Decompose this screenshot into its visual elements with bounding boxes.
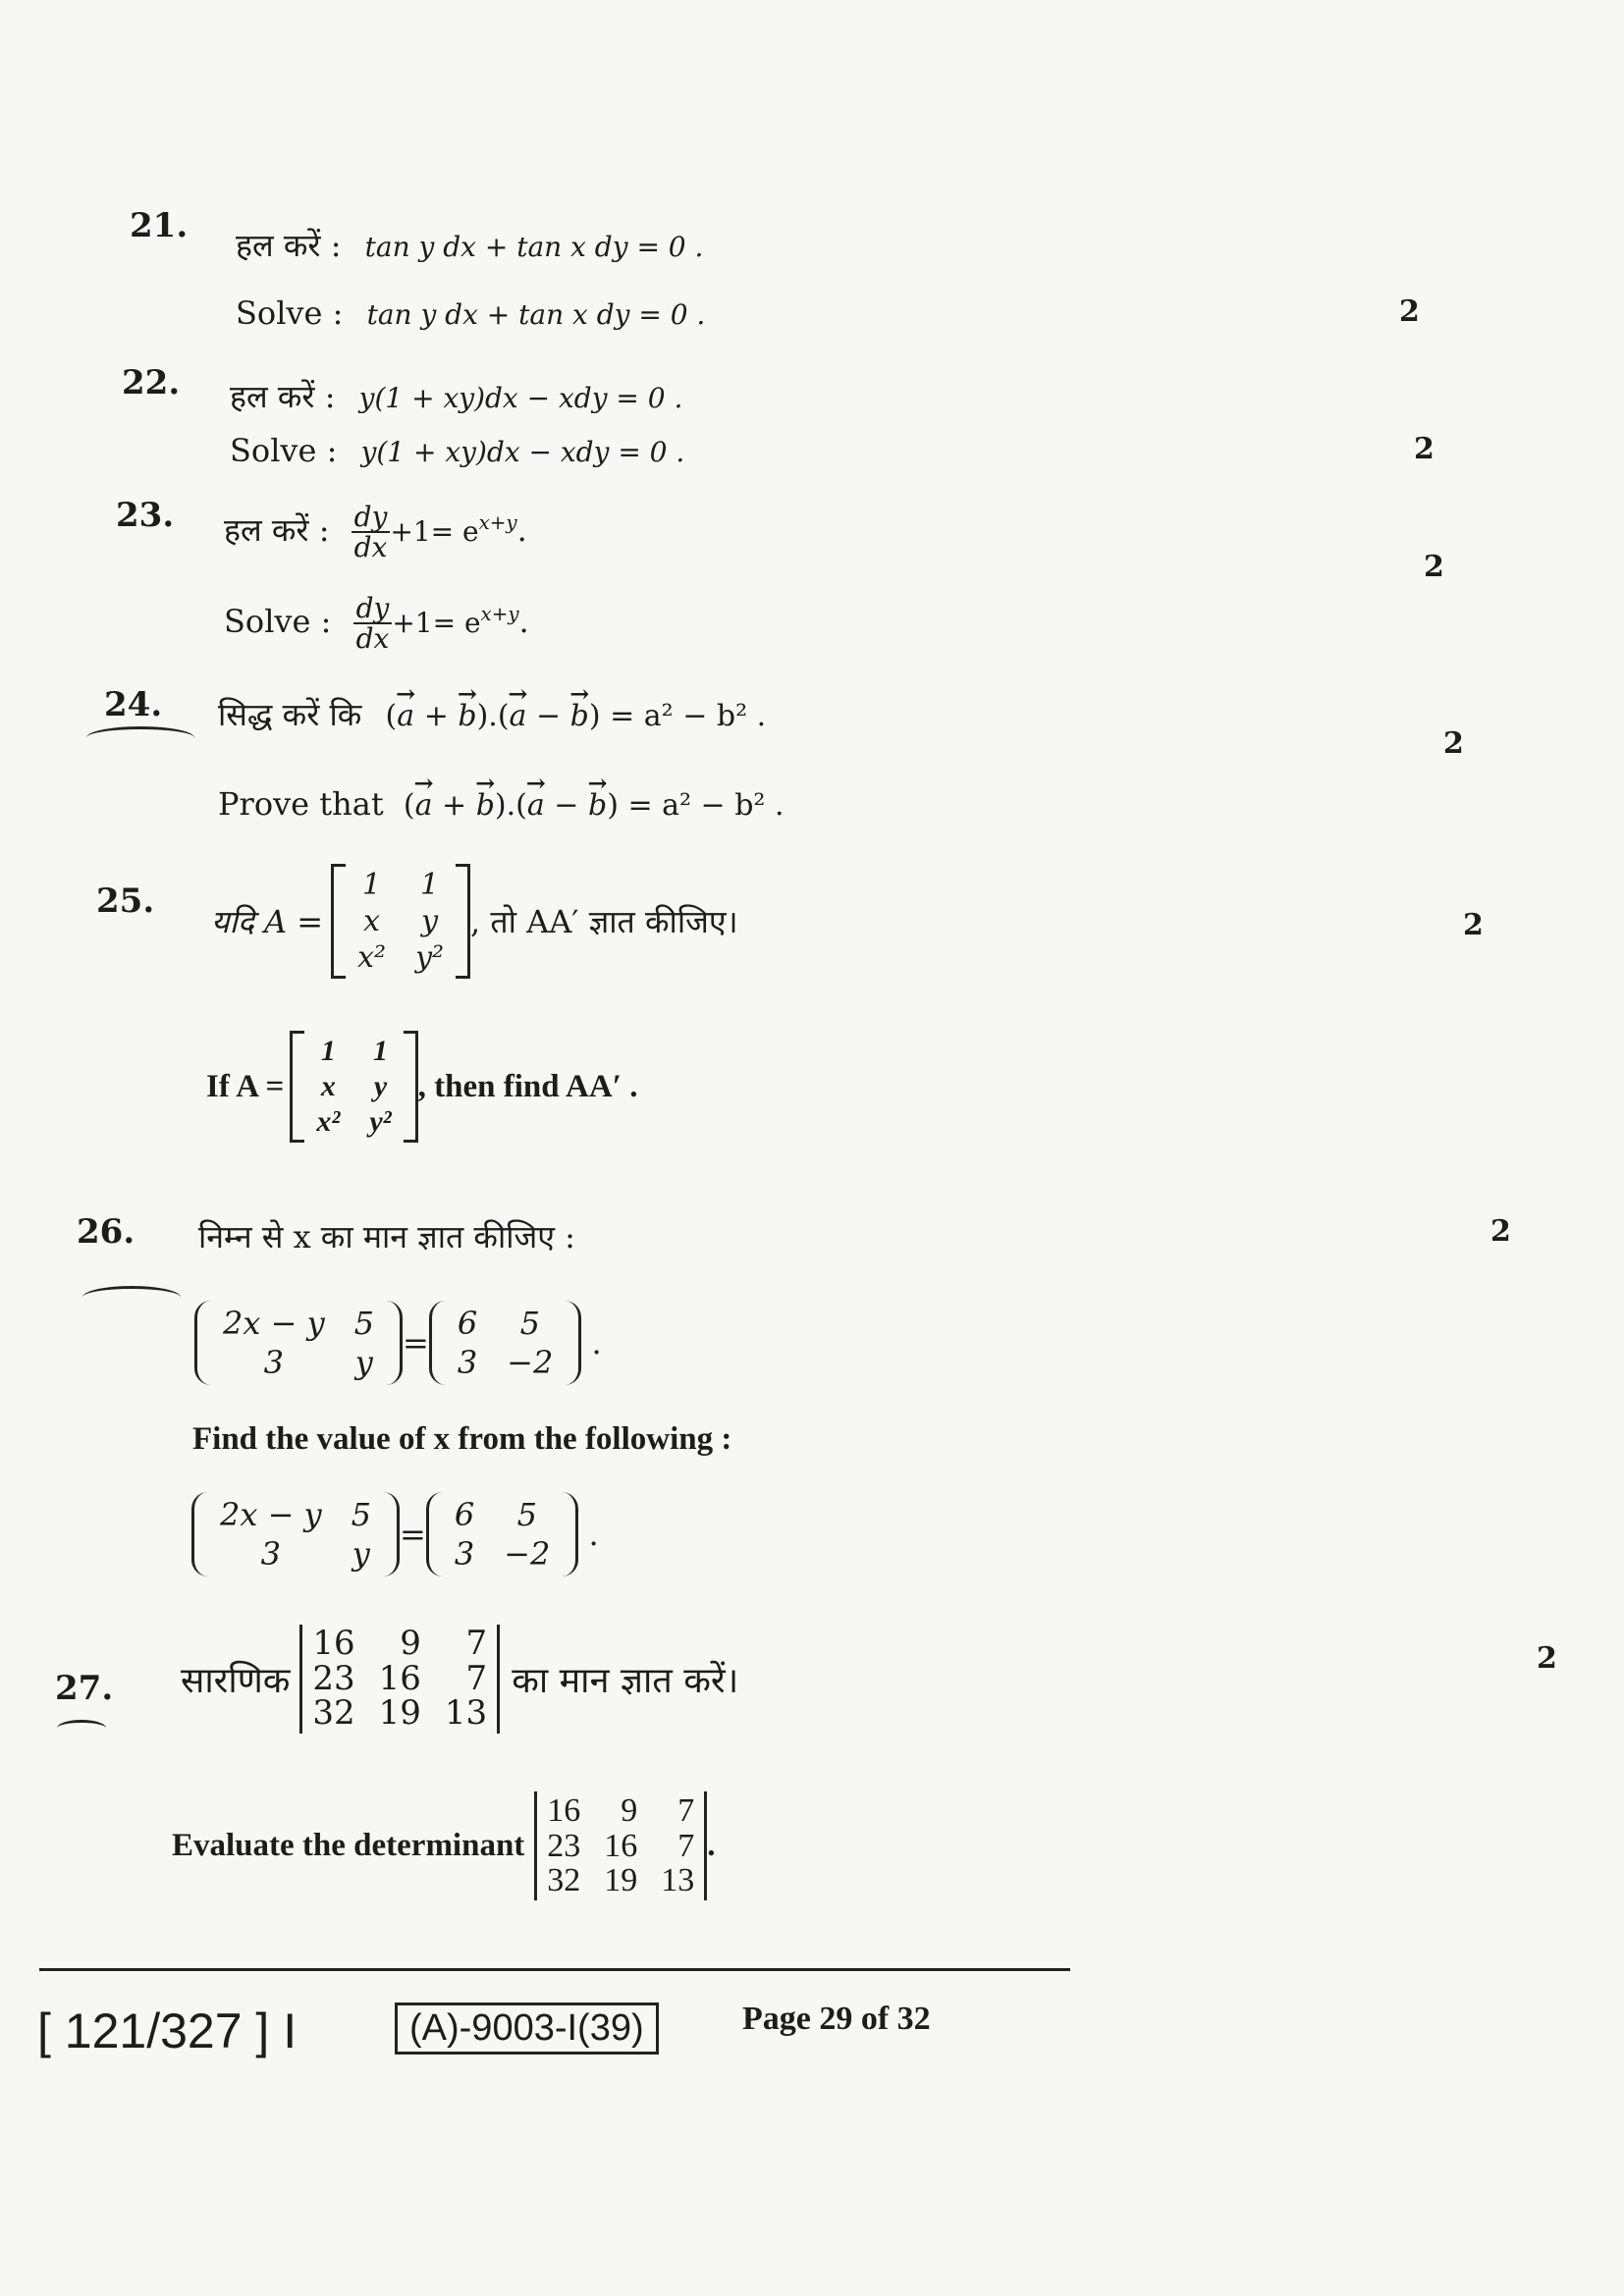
marks: 2 [1399, 294, 1420, 329]
question-number: 24. [104, 685, 163, 724]
question-english [218, 785, 785, 823]
determinant: 16 9 7 23 16 7 32 19 13 [299, 1625, 500, 1734]
pen-mark [82, 1286, 181, 1308]
marks: 2 [1414, 432, 1435, 466]
matrix-left: 2x − y 5 3 y [191, 1492, 400, 1576]
matrix-right: 6 5 3 −2 [429, 1301, 582, 1385]
question-english: Find the value of x from the following : [192, 1421, 732, 1457]
paper-code: [ 121/327 ] I [37, 2003, 298, 2058]
marks: 2 [1463, 908, 1484, 942]
hindi-label: हल करें : [236, 227, 342, 264]
hindi-label: सिद्ध करें कि [218, 696, 362, 733]
question-english [206, 1031, 637, 1143]
hindi-label: हल करें : [230, 378, 336, 415]
english-label: Prove that [218, 785, 384, 823]
vector-expression: (→ a + → b).(→ a − → b) = a² − b² . [404, 788, 785, 823]
english-label: Solve : [230, 432, 338, 469]
question-hindi [181, 1625, 738, 1734]
question-number: 22. [122, 363, 181, 402]
pen-mark [57, 1720, 106, 1736]
question-hindi: हल करें : $\frac{dy}{dx}$ $+1= e^{x+y}$. [224, 501, 527, 564]
matrix-lhs: यदि A = [211, 903, 324, 940]
matrix-equation-hindi: 2x − y 5 3 y = 6 5 3 −2 . [194, 1301, 602, 1385]
english-label: Solve : [236, 294, 344, 332]
question-number: 26. [77, 1212, 135, 1252]
hindi-tail: , तो AA′ ज्ञात कीजिए। [470, 903, 738, 940]
matrix-lhs: If A = [206, 1068, 285, 1104]
marks: 2 [1424, 550, 1444, 584]
equation: y(1 + xy)dx − xdy = 0 . [360, 436, 685, 468]
determinant: 16 9 7 23 16 7 32 19 13 [534, 1791, 707, 1900]
hindi-label: हल करें : [224, 510, 330, 549]
english-label: Evaluate the determinant [172, 1828, 525, 1864]
question-number: 23. [116, 496, 175, 535]
matrix: 1 1 x y x² y² [290, 1031, 417, 1143]
marks: 2 [1443, 726, 1464, 761]
matrix-left: 2x − y 5 3 y [194, 1301, 403, 1385]
english-tail: , then find AA′ . [417, 1068, 638, 1104]
equation: tan y dx + tan x dy = 0 . [364, 231, 704, 263]
marks: 2 [1490, 1214, 1511, 1249]
question-english [236, 294, 705, 332]
matrix-right: 6 5 3 −2 [426, 1492, 579, 1576]
matrix: 1 1 x y x² y² [331, 864, 470, 979]
question-hindi [211, 864, 738, 979]
question-number: 27. [55, 1669, 114, 1708]
question-english: Evaluate the determinant 16 9 7 23 16 7 32 19 13 . [172, 1792, 716, 1899]
vector-expression: (→ a + → b).(→ a − → b) = a² − b² . [386, 699, 767, 733]
question-number: 25. [96, 881, 155, 921]
fraction: $\frac{dy}{dx}$ [352, 503, 391, 562]
question-hindi: निम्न से x का मान ज्ञात कीजिए : [198, 1218, 575, 1255]
matrix-equation-english: 2x − y 5 3 y = 6 5 3 −2 . [191, 1492, 599, 1576]
question-hindi [230, 375, 682, 417]
question-hindi [236, 224, 703, 266]
series-code-box: (A)-9003-I(39) [395, 2002, 659, 2055]
equation: tan y dx + tan x dy = 0 . [366, 298, 706, 331]
question-english [230, 432, 684, 469]
english-label: Solve : [224, 602, 332, 640]
question-hindi [218, 693, 766, 735]
equation: y(1 + xy)dx − xdy = 0 . [358, 382, 683, 414]
question-english: Solve : $\frac{dy}{dx}$ $+1= e^{x+y}$. [224, 592, 529, 656]
pen-mark [86, 726, 194, 749]
question-number: 21. [130, 206, 189, 245]
fraction: $\frac{dy}{dx}$ [353, 594, 393, 654]
page-number: Page 29 of 32 [742, 2001, 931, 2037]
hindi-label: सारणिक [181, 1661, 291, 1702]
hindi-tail: का मान ज्ञात करें। [512, 1661, 739, 1702]
footer-rule [39, 1968, 1070, 1971]
marks: 2 [1537, 1641, 1557, 1676]
